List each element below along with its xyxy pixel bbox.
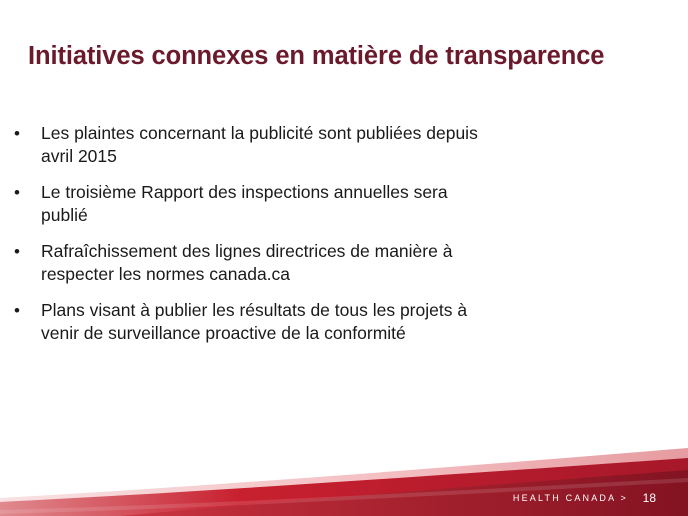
bullet-text-line: respecter les normes canada.ca: [41, 264, 291, 284]
footer-wave-graphic: [0, 440, 688, 516]
bullet-marker: •: [14, 301, 20, 320]
bullet-marker: •: [14, 242, 20, 261]
list-item: [14, 122, 534, 168]
list-item: [14, 299, 534, 345]
bullet-marker: •: [14, 183, 20, 202]
bullet-text-line: Les plaintes concernant la publicité sont publiées depuis: [41, 123, 478, 143]
list-item: [14, 181, 534, 227]
bullet-text-line: Rafraîchissement des lignes directrices de manière à: [41, 241, 453, 261]
bullet-marker: •: [14, 124, 20, 143]
bullet-text-line: venir de surveillance proactive de la conformité: [41, 323, 406, 343]
bullet-list: [14, 122, 534, 358]
slide-title: Initiatives connexes en matière de transparence: [28, 42, 605, 70]
footer-brand: HEALTH CANADA >: [512, 493, 628, 503]
bullet-text-line: publié: [41, 205, 88, 225]
bullet-text-line: avril 2015: [41, 146, 117, 166]
list-item: [14, 240, 534, 286]
page-number: 18: [642, 491, 656, 505]
bullet-text-line: Plans visant à publier les résultats de tous les projets à: [41, 300, 468, 320]
bullet-text-line: Le troisième Rapport des inspections annuelles sera: [41, 182, 448, 202]
